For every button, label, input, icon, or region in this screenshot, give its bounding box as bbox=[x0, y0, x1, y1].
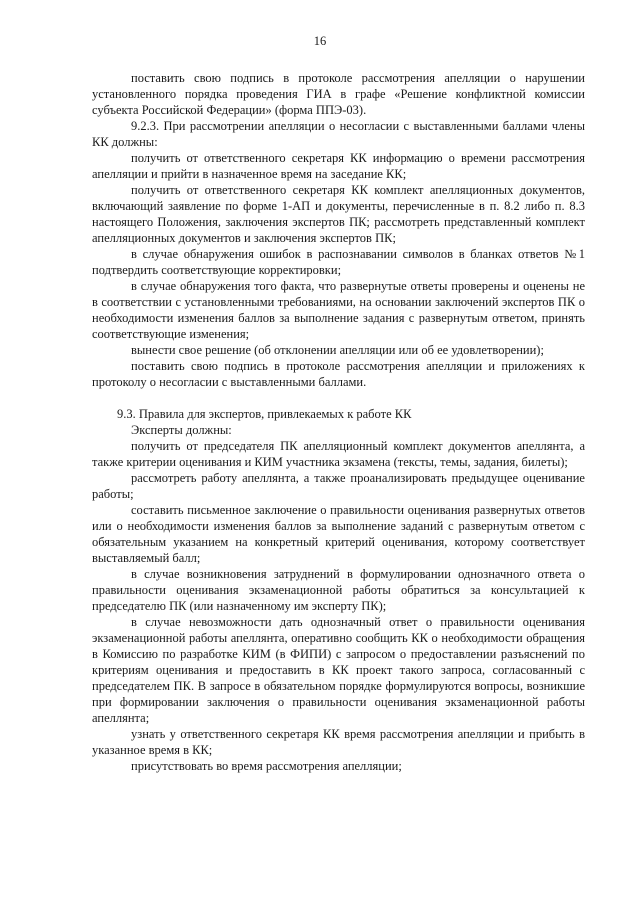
paragraph-review-work: рассмотреть работу апеллянта, а также проанализировать предыдущее оценивание работы; bbox=[92, 471, 585, 501]
paragraph-be-present: присутствовать во время рассмотрения апелляции; bbox=[131, 759, 402, 773]
section-heading-9-3: 9.3. Правила для экспертов, привлекаемых к работе КК bbox=[117, 407, 412, 421]
page-number: 16 bbox=[313, 34, 327, 48]
paragraph-sign-protocol-score: поставить свою подпись в протоколе рассмотрения апелляции и приложениях к протоколу о несогласии с выставленными баллами. bbox=[92, 359, 585, 389]
paragraph-written-conclusion: составить письменное заключение о правильности оценивания развернутых ответов или о необходимости изменения баллов за выполнение заданий с развернутым ответом с обязательным указанием на конкретный критерий оценивания, которому соответствует выставляемый балл; bbox=[92, 503, 585, 565]
paragraph-make-decision: вынести свое решение (об отклонении апелляции или об ее удовлетворении); bbox=[131, 343, 544, 357]
paragraph-get-time-info: получить от ответственного секретаря КК информацию о времени рассмотрения апелляции и прийти в назначенное время на заседание КК; bbox=[92, 151, 585, 181]
paragraph-request-fipi: в случае невозможности дать однозначный ответ о правильности оценивания экзаменационной работы апеллянта, оперативно сообщить КК о необходимости обращения в Комиссию по разработке КИМ (в ФИПИ) с запросом о предоставлении разъяснений по критериям оценивания и предоставить в КК проект такого запроса, согласованный с председателем ПК. В запросе в обязательном порядке формулируются вопросы, возникшие при формировании заключения о правильности оценивания экзаменационной работы апеллянта; bbox=[92, 615, 585, 725]
paragraph-learn-time: узнать у ответственного секретаря КК время рассмотрения апелляции и прибыть в указанное время в КК; bbox=[92, 727, 585, 757]
paragraph-consult-chair: в случае возникновения затруднений в формулировании однозначного ответа о правильности оценивания экзаменационной работы обратиться за консультацией к председателю ПК (или назначенному им эксперту ПК); bbox=[92, 567, 585, 613]
experts-must-label: Эксперты должны: bbox=[131, 423, 232, 437]
paragraph-confirm-corrections: в случае обнаружения ошибок в распознавании символов в бланках ответов №1 подтвердить соответствующие корректировки; bbox=[92, 247, 585, 277]
paragraph-accept-changes: в случае обнаружения того факта, что развернутые ответы проверены и оценены не в соответствии с установленными требованиями, на основании заключений экспертов ПК о необходимости изменения баллов за выполнение задания с развернутым ответом, принять соответствующие изменения; bbox=[92, 279, 585, 341]
paragraph-clause-9-2-3: 9.2.3. При рассмотрении апелляции о несогласии с выставленными баллами члены КК должны: bbox=[92, 119, 585, 149]
paragraph-receive-kit: получить от председателя ПК апелляционный комплект документов апеллянта, а также критерии оценивания и КИМ участника экзамена (тексты, темы, задания, билеты); bbox=[92, 439, 585, 469]
document-body bbox=[92, 70, 585, 774]
paragraph-get-appeal-documents: получить от ответственного секретаря КК комплект апелляционных документов, включающий заявление по форме 1-АП и документы, перечисленные в п. 8.2 либо п. 8.3 настоящего Положения, заключения экспертов ПК; рассмотреть представленный комплект апелляционных документов и заключения экспертов ПК; bbox=[92, 183, 585, 245]
paragraph-sign-protocol-violation: поставить свою подпись в протоколе рассмотрения апелляции о нарушении установленного порядка проведения ГИА в графе «Решение конфликтной комиссии субъекта Российской Федерации» (форма ППЭ-03). bbox=[92, 71, 585, 117]
